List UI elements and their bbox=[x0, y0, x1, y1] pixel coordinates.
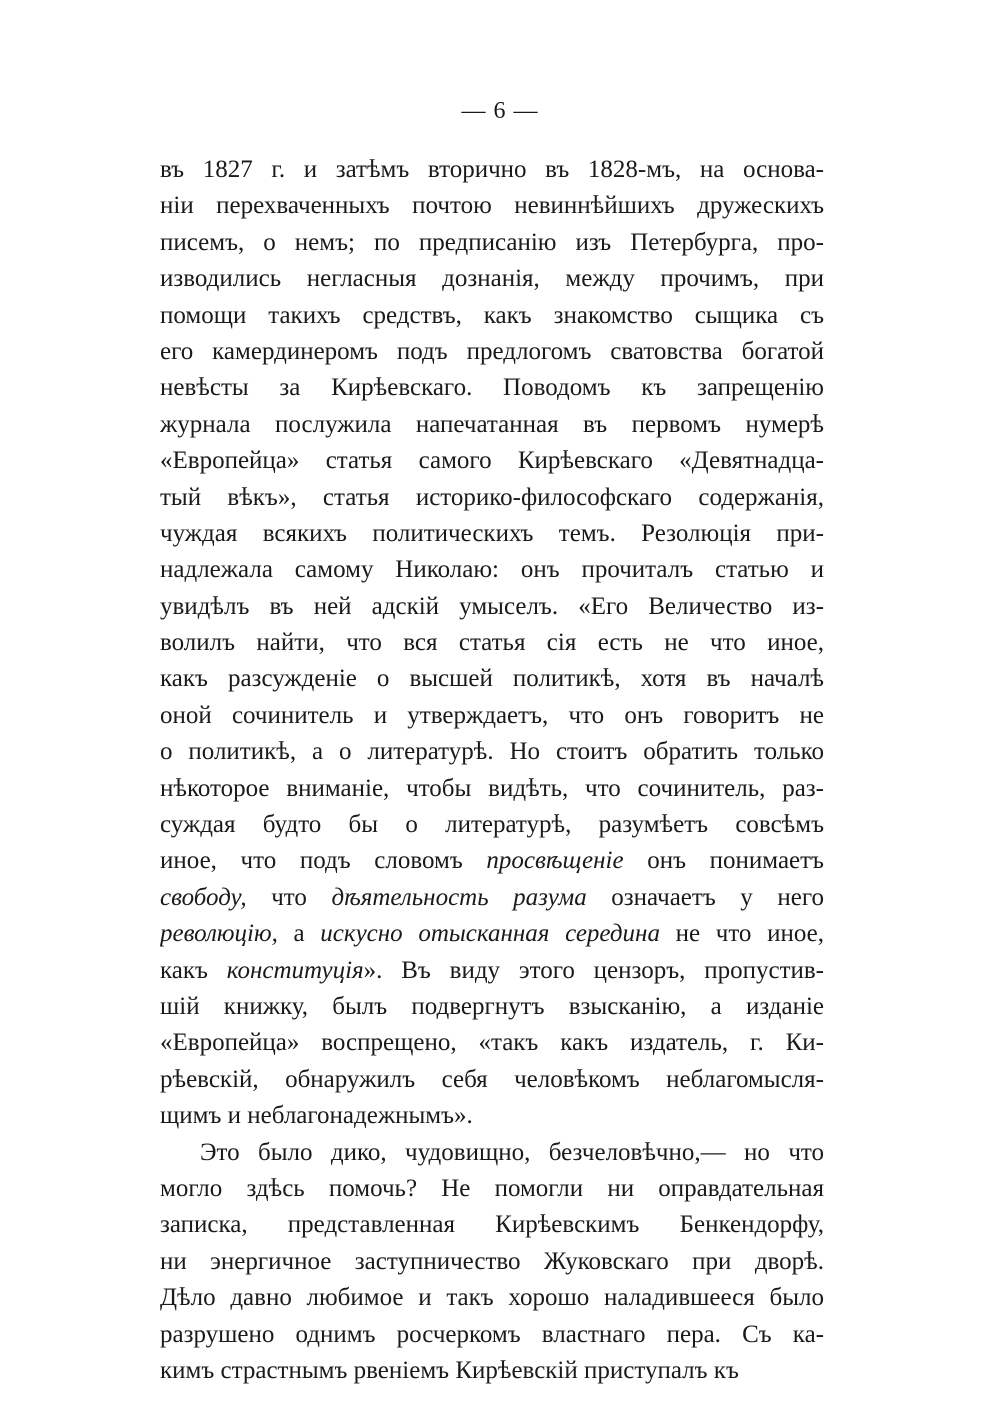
text-line bbox=[160, 843, 824, 879]
text-run: онъ понимаетъ bbox=[623, 847, 824, 875]
text-run: журнала послужила напечатанная въ первомъ нумерѣ bbox=[160, 410, 824, 438]
text-line bbox=[160, 953, 824, 989]
text-run: что bbox=[246, 883, 332, 911]
text-run: надлежала самому Николаю: онъ прочиталъ статью и bbox=[160, 556, 824, 584]
italic-phrase: революцію, bbox=[160, 920, 278, 948]
text-run: какъ разсужденіе о высшей политикѣ, хотя въ началѣ bbox=[160, 665, 824, 693]
text-run: разрушено однимъ росчеркомъ властнаго пера. Съ ка- bbox=[160, 1320, 824, 1348]
text-line bbox=[160, 152, 824, 188]
text-line bbox=[160, 370, 824, 406]
text-run: Дѣло давно любимое и такъ хорошо наладившееся было bbox=[160, 1284, 824, 1312]
text-line bbox=[160, 1280, 824, 1316]
text-line bbox=[160, 298, 824, 334]
text-line bbox=[160, 516, 824, 552]
text-line bbox=[160, 807, 824, 843]
text-line bbox=[160, 443, 824, 479]
text-run: нѣкоторое вниманіе, чтобы видѣть, что сочинитель, раз- bbox=[160, 774, 824, 802]
text-line bbox=[160, 1207, 824, 1243]
text-run: невѣсты за Кирѣевскаго. Поводомъ къ запрещенію bbox=[160, 374, 824, 402]
text-run: суждая будто бы о литературѣ, разумѣетъ совсѣмъ bbox=[160, 811, 824, 839]
text-line bbox=[160, 1353, 824, 1389]
text-line bbox=[160, 1098, 824, 1134]
text-line bbox=[160, 625, 824, 661]
text-run: какъ bbox=[160, 956, 227, 984]
text-run: шій книжку, былъ подвергнутъ взысканію, а изданіе bbox=[160, 992, 824, 1020]
text-run: о политикѣ, а о литературѣ. Но стоитъ обратить только bbox=[160, 738, 824, 766]
italic-phrase: искусно отысканная середина bbox=[320, 920, 660, 948]
text-run: его камердинеромъ подъ предлогомъ сватовства богатой bbox=[160, 337, 824, 365]
text-run: Это было дико, чудовищно, безчеловѣчно,— но что bbox=[200, 1138, 824, 1166]
text-run: могло здѣсь помочь? Не помогли ни оправдательная bbox=[160, 1174, 824, 1202]
text-run: тый вѣкъ», статья историко-философскаго содержанія, bbox=[160, 483, 824, 511]
text-line bbox=[160, 661, 824, 697]
text-line bbox=[160, 188, 824, 224]
text-line bbox=[160, 261, 824, 297]
text-run: ни энергичное заступничество Жуковскаго при дворѣ. bbox=[160, 1247, 824, 1275]
text-run: щимъ и неблагонадежнымъ». bbox=[160, 1102, 473, 1130]
text-line bbox=[160, 334, 824, 370]
text-run: ». Въ виду этого цензоръ, пропустив- bbox=[363, 956, 824, 984]
text-line bbox=[160, 880, 824, 916]
text-line bbox=[160, 480, 824, 516]
text-line bbox=[160, 1171, 824, 1207]
paragraph bbox=[160, 1135, 824, 1390]
italic-phrase: дѣятельность разума bbox=[331, 883, 587, 911]
text-line bbox=[160, 552, 824, 588]
text-run: а bbox=[277, 920, 321, 948]
text-run: писемъ, о немъ; по предписанію изъ Петербурга, про- bbox=[160, 228, 824, 256]
text-run: волилъ найти, что вся статья сія есть не что иное, bbox=[160, 629, 824, 657]
text-run: «Европейца» воспрещено, «такъ какъ издатель, г. Ки- bbox=[160, 1029, 824, 1057]
text-run: изводились негласныя дознанія, между прочимъ, при bbox=[160, 265, 824, 293]
text-run: не что иное, bbox=[659, 920, 824, 948]
text-line bbox=[160, 771, 824, 807]
text-run: кимъ страстнымъ рвеніемъ Кирѣевскій приступалъ къ bbox=[160, 1356, 739, 1384]
text-run: помощи такихъ средствъ, какъ знакомство сыщика съ bbox=[160, 301, 824, 329]
text-line bbox=[160, 1317, 824, 1353]
text-line bbox=[160, 916, 824, 952]
text-line bbox=[160, 734, 824, 770]
text-run: увидѣлъ въ ней адскій умыселъ. «Его Величество из- bbox=[160, 592, 824, 620]
text-line bbox=[160, 1062, 824, 1098]
paragraph bbox=[160, 152, 824, 1135]
text-run: записка, представленная Кирѣевскимъ Бенкендорфу, bbox=[160, 1211, 824, 1239]
italic-phrase: свободу, bbox=[160, 883, 247, 911]
text-line bbox=[160, 989, 824, 1025]
text-line bbox=[160, 1244, 824, 1280]
italic-phrase: просвѣщеніе bbox=[486, 847, 624, 875]
text-line bbox=[160, 1135, 824, 1171]
text-run: «Европейца» статья самого Кирѣевскаго «Девятнадца- bbox=[160, 447, 824, 475]
italic-phrase: конституція bbox=[226, 956, 364, 984]
text-run: означаетъ у него bbox=[586, 883, 824, 911]
text-line bbox=[160, 589, 824, 625]
text-run: рѣевскій, обнаружилъ себя человѣкомъ неблагомысля- bbox=[160, 1065, 824, 1093]
text-line bbox=[160, 1025, 824, 1061]
text-line bbox=[160, 407, 824, 443]
page-number: — 6 — bbox=[461, 98, 539, 124]
text-line bbox=[160, 698, 824, 734]
text-run: оной сочинитель и утверждаетъ, что онъ говоритъ не bbox=[160, 701, 824, 729]
text-run: иное, что подъ словомъ bbox=[160, 847, 487, 875]
text-line bbox=[160, 225, 824, 261]
text-run: ніи перехваченныхъ почтою невиннѣйшихъ дружескихъ bbox=[160, 192, 824, 220]
body-text bbox=[160, 152, 824, 1389]
text-run: чуждая всякихъ политическихъ темъ. Резолюція при- bbox=[160, 519, 824, 547]
text-run: въ 1827 г. и затѣмъ вторично въ 1828-мъ, на основа- bbox=[160, 156, 824, 183]
